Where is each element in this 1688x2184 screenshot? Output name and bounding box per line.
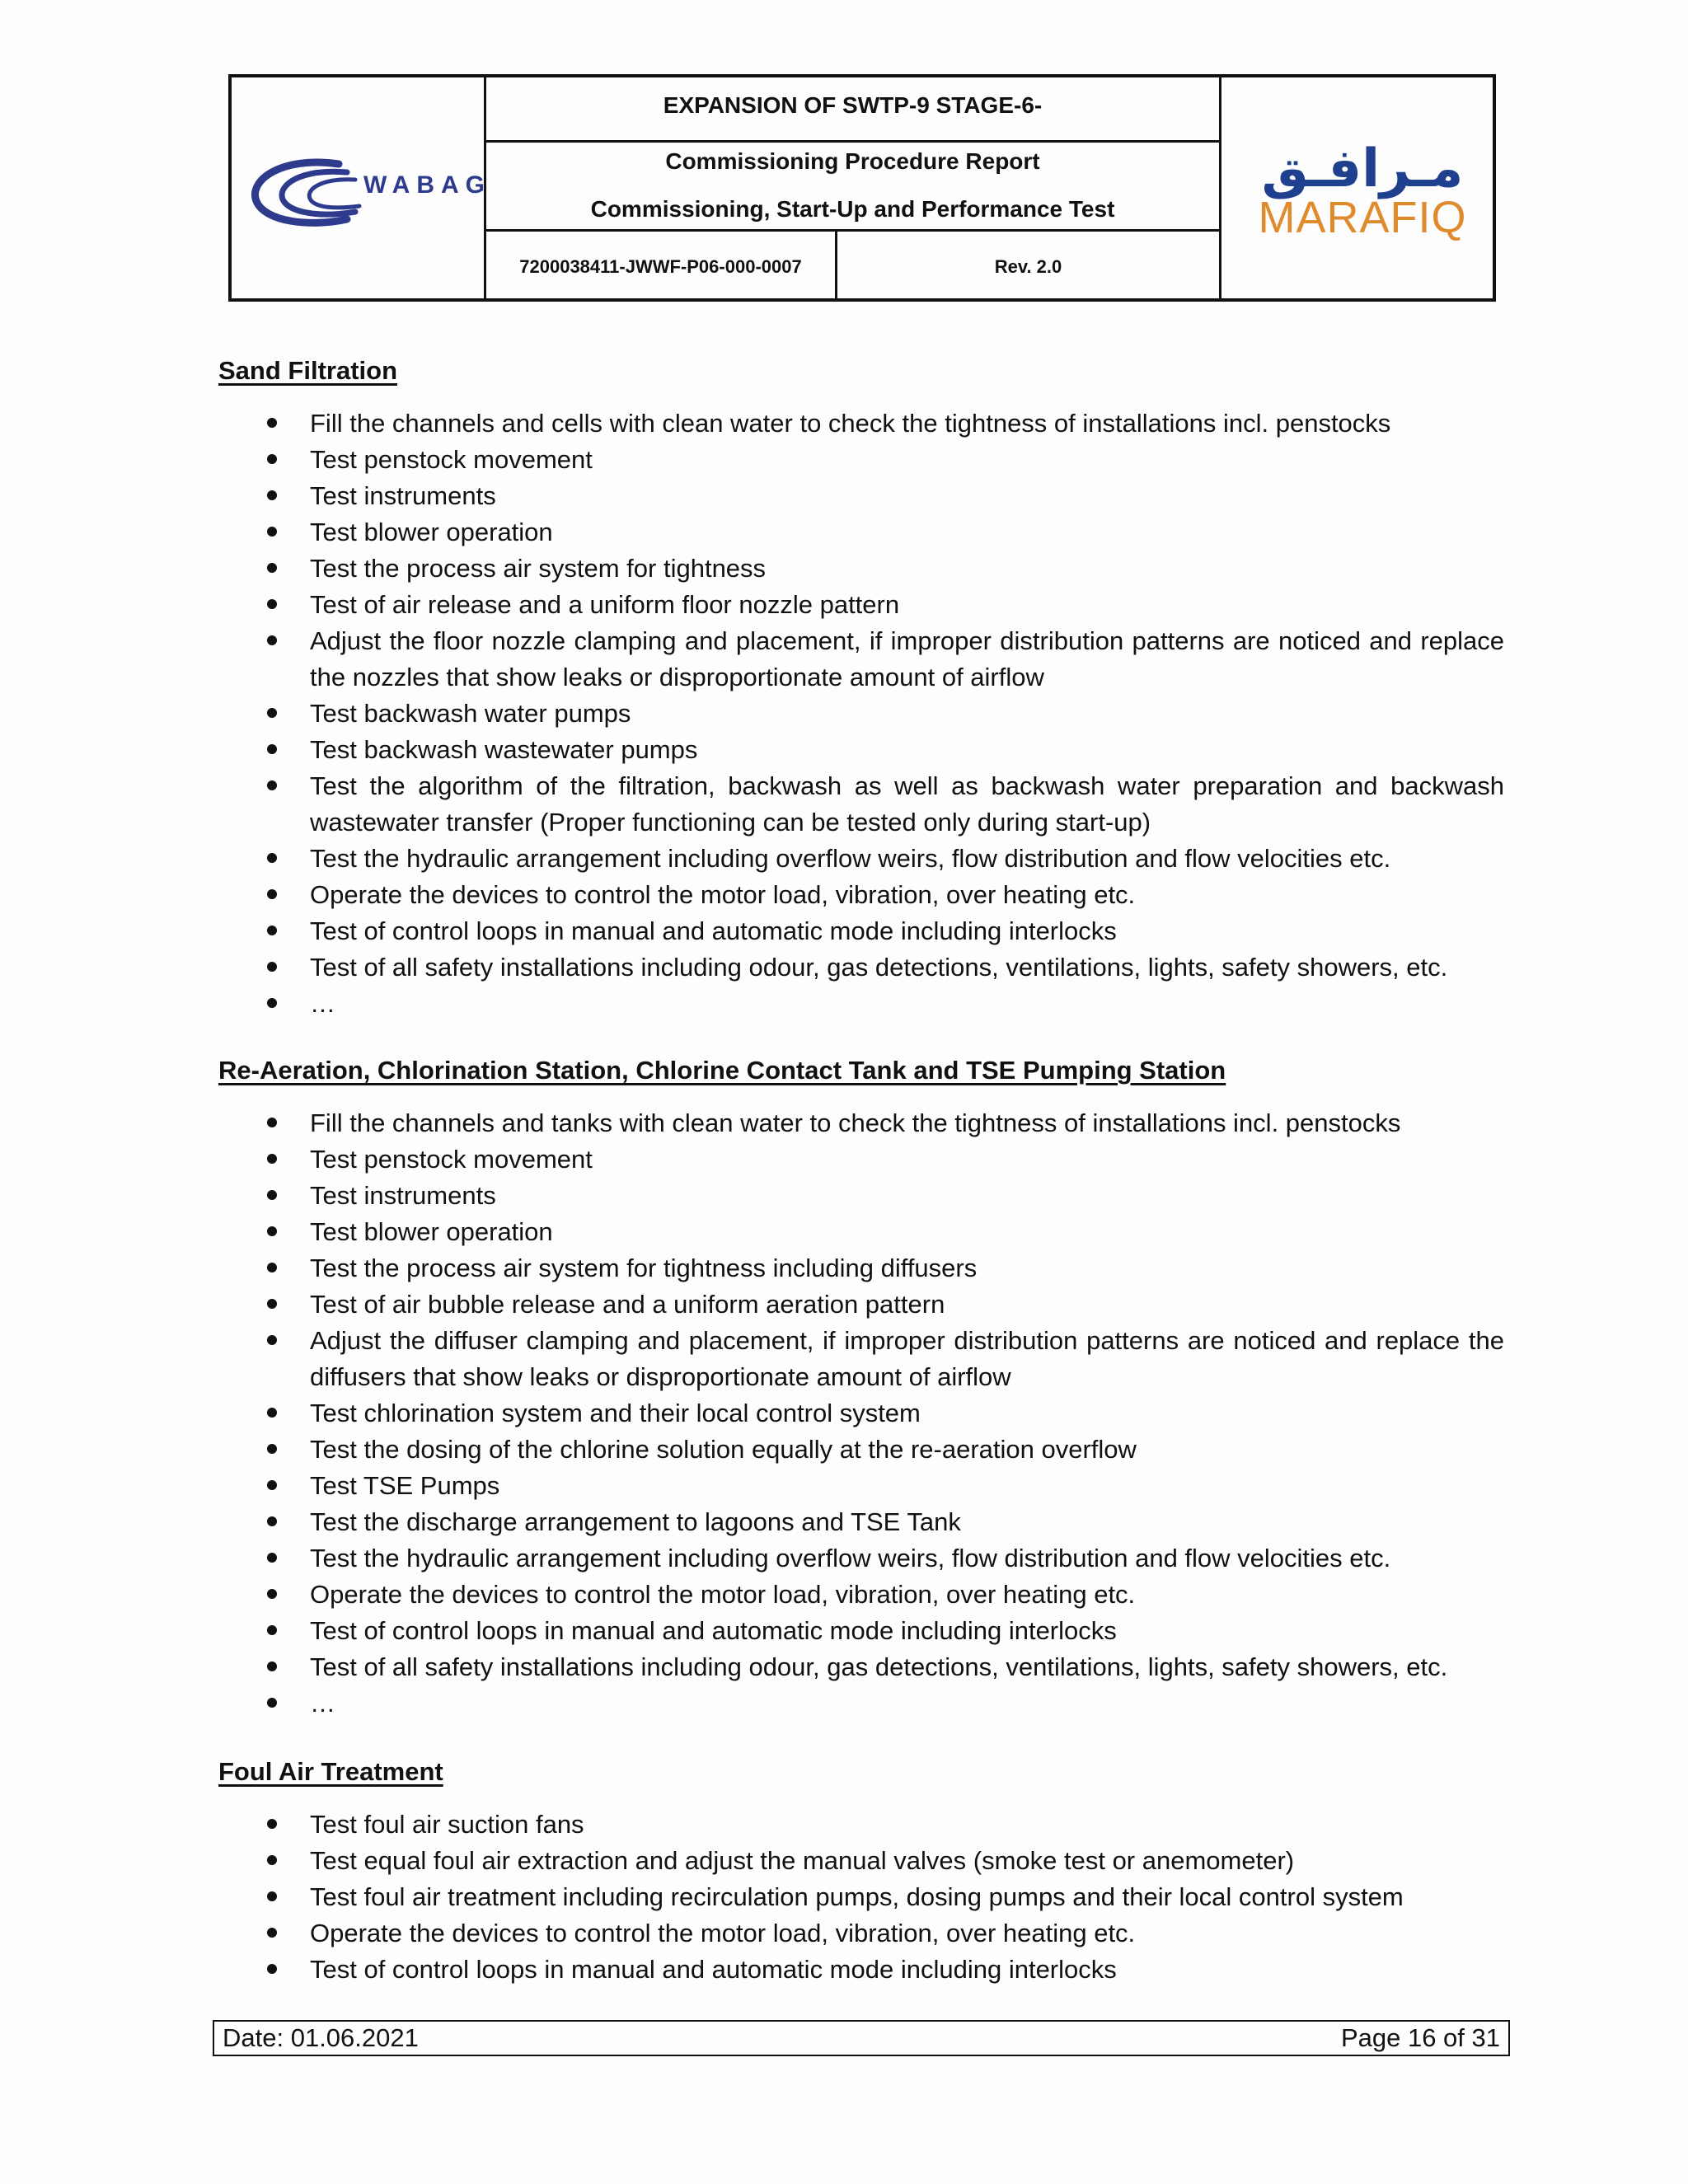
list-item: Test chlorination system and their local control system <box>0 1395 1688 1432</box>
bullet <box>267 1299 277 1309</box>
bullet <box>267 780 277 790</box>
list-item: Test TSE Pumps <box>0 1468 1688 1504</box>
list-item: Test of all safety installations including odour, gas detections, ventilations, lights, safety showers, etc. <box>0 949 1688 986</box>
list-item: Test the process air system for tightness <box>0 551 1688 587</box>
bullet <box>267 1263 277 1272</box>
bullet <box>267 1190 277 1200</box>
list-item: Test instruments <box>0 1178 1688 1214</box>
bullet <box>267 1118 277 1127</box>
section-title-foul-air-treatment: Foul Air Treatment <box>218 1757 443 1786</box>
bullet <box>267 744 277 754</box>
bullet <box>267 1154 277 1164</box>
bullet <box>267 635 277 645</box>
page-footer <box>213 2020 1510 2056</box>
bullet <box>267 1661 277 1671</box>
section-title-sand-filtration: Sand Filtration <box>218 356 397 385</box>
project-title: EXPANSION OF SWTP-9 STAGE-6- <box>663 92 1043 118</box>
footer-date: Date: 01.06.2021 <box>223 2023 419 2052</box>
list-item: Test of air bubble release and a uniform aeration pattern <box>0 1286 1688 1323</box>
bullet <box>267 1698 277 1708</box>
header-divider <box>484 140 1221 143</box>
list-item: Test the hydraulic arrangement including overflow weirs, flow distribution and flow velocities etc. <box>0 841 1688 877</box>
foul-air-list <box>0 1807 1688 1988</box>
list-item: … <box>0 1685 1688 1722</box>
list-item: … <box>0 986 1688 1022</box>
report-subtitle: Commissioning, Start-Up and Performance Test <box>590 196 1115 222</box>
bullet <box>267 1480 277 1490</box>
list-item: Adjust the diffuser clamping and placement, if improper distribution patterns are noticed and replace the diffusers that show leaks or disproportionate amount of airflow <box>0 1323 1688 1395</box>
bullet <box>267 1891 277 1901</box>
bullet <box>267 418 277 428</box>
list-item: Operate the devices to control the motor load, vibration, over heating etc. <box>0 1915 1688 1952</box>
list-item: Test of control loops in manual and automatic mode including interlocks <box>0 1952 1688 1988</box>
list-item: Test blower operation <box>0 514 1688 551</box>
bullet <box>267 962 277 972</box>
list-item: Test instruments <box>0 478 1688 514</box>
list-item: Test foul air treatment including recirculation pumps, dosing pumps and their local control system <box>0 1879 1688 1915</box>
bullet <box>267 1516 277 1526</box>
marafiq-logo <box>1221 77 1493 298</box>
svg-text:MARAFIQ: MARAFIQ <box>1258 193 1467 242</box>
wabag-logo <box>232 77 487 298</box>
bullet <box>267 490 277 500</box>
bullet <box>267 454 277 464</box>
list-item: Fill the channels and cells with clean water to check the tightness of installations incl. penstocks <box>0 405 1688 442</box>
bullet <box>267 1444 277 1454</box>
bullet <box>267 1553 277 1563</box>
list-item: Test the discharge arrangement to lagoons and TSE Tank <box>0 1504 1688 1540</box>
report-title: Commissioning Procedure Report <box>665 148 1040 174</box>
section-title-re-aeration: Re-Aeration, Chlorination Station, Chlorine Contact Tank and TSE Pumping Station <box>218 1056 1226 1085</box>
bullet <box>267 1819 277 1829</box>
bullet <box>267 998 277 1008</box>
bullet <box>267 1408 277 1418</box>
list-item: Test blower operation <box>0 1214 1688 1250</box>
bullet <box>267 1589 277 1599</box>
bullet <box>267 889 277 899</box>
revision-number: Rev. 2.0 <box>994 256 1062 277</box>
bullet <box>267 1226 277 1236</box>
header-divider <box>484 229 1221 232</box>
list-item: Test the algorithm of the filtration, backwash as well as backwash water preparation and backwash wastewater transfer (Proper functioning can be tested only during start-up) <box>0 768 1688 841</box>
bullet <box>267 563 277 573</box>
re-aeration-list <box>0 1105 1688 1722</box>
bullet <box>267 599 277 609</box>
footer-page-number: Page 16 of 31 <box>1340 2023 1500 2052</box>
bullet <box>267 1625 277 1635</box>
list-item: Test of air release and a uniform floor nozzle pattern <box>0 587 1688 623</box>
bullet <box>267 1964 277 1974</box>
list-item: Test of control loops in manual and automatic mode including interlocks <box>0 913 1688 949</box>
bullet <box>267 1855 277 1865</box>
svg-text:مـرافـق: مـرافـق <box>1261 138 1464 199</box>
list-item: Adjust the floor nozzle clamping and placement, if improper distribution patterns are noticed and replace the nozzles that show leaks or disproportionate amount of airflow <box>0 623 1688 696</box>
list-item: Test the hydraulic arrangement including overflow weirs, flow distribution and flow velocities etc. <box>0 1540 1688 1577</box>
list-item: Test the dosing of the chlorine solution equally at the re-aeration overflow <box>0 1432 1688 1468</box>
sand-filtration-list <box>0 405 1688 1022</box>
list-item: Test the process air system for tightness including diffusers <box>0 1250 1688 1286</box>
list-item: Test of all safety installations including odour, gas detections, ventilations, lights, safety showers, etc. <box>0 1649 1688 1685</box>
bullet <box>267 527 277 537</box>
list-item: Operate the devices to control the motor load, vibration, over heating etc. <box>0 877 1688 913</box>
list-item: Operate the devices to control the motor load, vibration, over heating etc. <box>0 1577 1688 1613</box>
bullet <box>267 708 277 718</box>
document-header <box>228 74 1496 302</box>
bullet <box>267 853 277 863</box>
list-item: Test foul air suction fans <box>0 1807 1688 1843</box>
list-item: Test equal foul air extraction and adjust the manual valves (smoke test or anemometer) <box>0 1843 1688 1879</box>
bullet <box>267 1335 277 1345</box>
list-item: Test backwash water pumps <box>0 696 1688 732</box>
list-item: Test penstock movement <box>0 442 1688 478</box>
list-item: Test penstock movement <box>0 1141 1688 1178</box>
list-item: Test backwash wastewater pumps <box>0 732 1688 768</box>
bullet <box>267 1928 277 1938</box>
svg-text:WABAG: WABAG <box>363 171 487 199</box>
document-number: 7200038411-JWWF-P06-000-0007 <box>519 256 802 277</box>
list-item: Fill the channels and tanks with clean water to check the tightness of installations incl. penstocks <box>0 1105 1688 1141</box>
bullet <box>267 926 277 935</box>
list-item: Test of control loops in manual and automatic mode including interlocks <box>0 1613 1688 1649</box>
